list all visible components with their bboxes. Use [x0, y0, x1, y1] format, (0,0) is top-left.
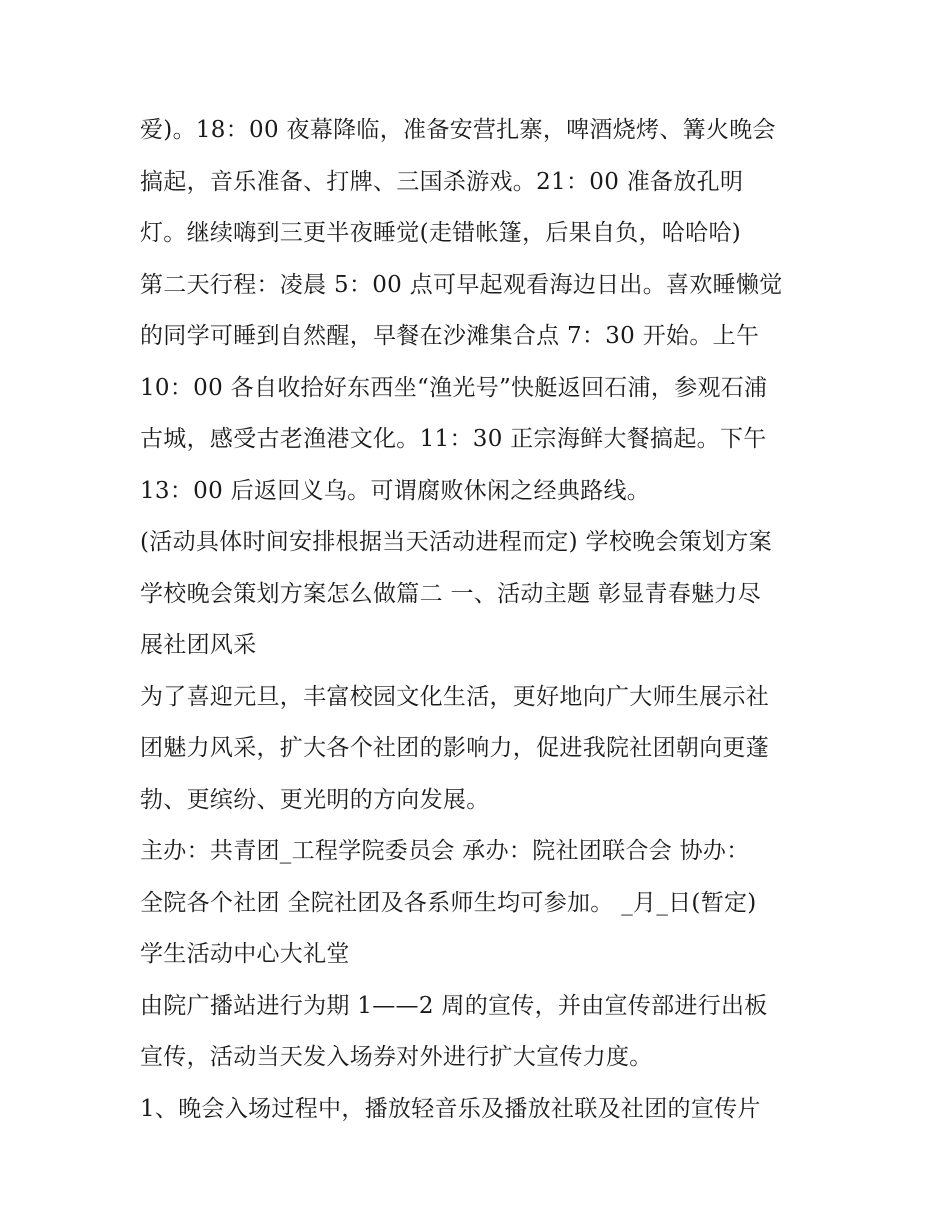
text-line: 团魅力风采，扩大各个社团的影响力，促进我院社团朝向更蓬 [140, 735, 770, 761]
text-line: 第二天行程：凌晨 5：00 点可早起观看海边日出。喜欢睡懒觉 [140, 271, 783, 298]
text-line: 学生活动中心大礼堂 [140, 941, 350, 967]
text-line: 展社团风采 [140, 632, 257, 658]
text-line: 为了喜迎元旦，丰富校园文化生活，更好地向广大师生展示社 [140, 683, 770, 710]
text-line: 学校晚会策划方案怎么做篇二 一、活动主题 彰显青春魅力尽 [140, 580, 762, 607]
text-line: 10：00 各自收拾好东西坐“渔光号”快艇返回石浦，参观石浦 [140, 374, 768, 401]
text-line: 1、晚会入场过程中，播放轻音乐及播放社联及社团的宣传片 [140, 1095, 761, 1122]
text-line: 爱)。18：00 夜幕降临，准备安营扎寨，啤酒烧烤、篝火晚会 [140, 117, 776, 143]
text-line: 宣传，活动当天发入场券对外进行扩大宣传力度。 [140, 1044, 653, 1070]
text-line: 古城，感受古老渔港文化。11：30 正宗海鲜大餐搞起。下午 [140, 426, 767, 452]
text-line: 的同学可睡到自然醒，早餐在沙滩集合点 7：30 开始。上午 [140, 323, 760, 349]
text-line: 13：00 后返回义乌。可谓腐败休闲之经典路线。 [140, 477, 651, 504]
text-line: 勃、更缤纷、更光明的方向发展。 [140, 786, 490, 813]
text-line: 由院广播站进行为期 1——2 周的宣传，并由宣传部进行出板 [140, 992, 768, 1019]
text-line: 主办：共青团_工程学院委员会 承办：院社团联合会 协办： [140, 838, 750, 864]
text-line: (活动具体时间安排根据当天活动进程而定) 学校晚会策划方案 [140, 529, 772, 555]
text-line: 搞起，音乐准备、打牌、三国杀游戏。21：00 准备放孔明 [140, 168, 744, 195]
text-line: 全院各个社团 全院社团及各系师生均可参加。 _月_日(暂定) [140, 889, 757, 916]
text-line: 灯。继续嗨到三更半夜睡觉(走错帐篷，后果自负，哈哈哈) [140, 220, 742, 246]
document-body [140, 108, 830, 1138]
